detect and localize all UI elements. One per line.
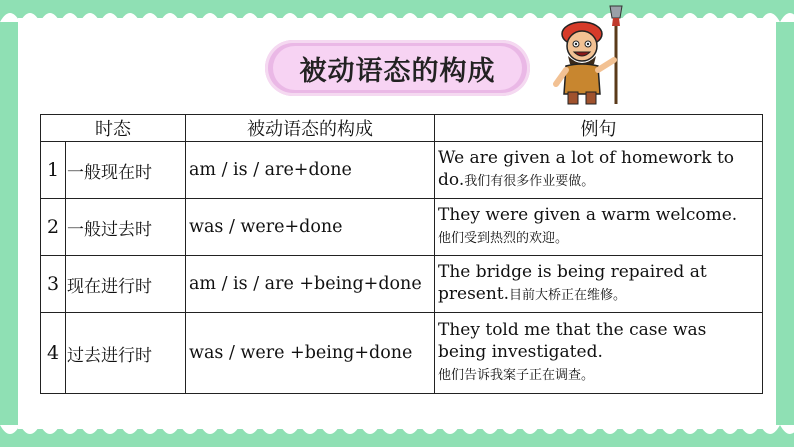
passive-form: was / were +being+done xyxy=(186,313,435,394)
tense-name: 过去进行时 xyxy=(66,313,186,394)
tense-name: 现在进行时 xyxy=(66,256,186,313)
example-zh: 他们告诉我案子正在调查。 xyxy=(438,368,595,383)
header-example: 例句 xyxy=(435,115,763,142)
table-row xyxy=(41,313,763,394)
row-number: 4 xyxy=(41,313,66,394)
example-en: The bridge is being repaired at present. xyxy=(438,262,707,304)
page-title: 被动语态的构成 xyxy=(273,46,522,90)
example-sentence xyxy=(435,199,763,256)
example-zh: 他们受到热烈的欢迎。 xyxy=(438,231,569,246)
example-en: We are given a lot of homework to do. xyxy=(438,148,735,190)
row-number: 2 xyxy=(41,199,66,256)
passive-form: am / is / are +being+done xyxy=(186,256,435,313)
title-banner xyxy=(265,40,530,96)
row-number: 3 xyxy=(41,256,66,313)
example-sentence xyxy=(435,313,763,394)
tense-name: 一般过去时 xyxy=(66,199,186,256)
example-en: They told me that the case was being investigated. xyxy=(438,320,707,362)
tense-name: 一般现在时 xyxy=(66,142,186,199)
table-row xyxy=(41,142,763,199)
example-zh: 我们有很多作业要做。 xyxy=(464,174,595,189)
passive-form: am / is / are+done xyxy=(186,142,435,199)
table-row xyxy=(41,256,763,313)
row-number: 1 xyxy=(41,142,66,199)
example-en: They were given a warm welcome. xyxy=(438,205,738,225)
header-form: 被动语态的构成 xyxy=(186,115,435,142)
mascot-warrior-icon xyxy=(550,4,630,108)
scallop-border-bottom xyxy=(0,425,794,447)
example-sentence xyxy=(435,256,763,313)
passive-form: was / were+done xyxy=(186,199,435,256)
table-header-row xyxy=(41,115,763,142)
example-sentence xyxy=(435,142,763,199)
example-zh: 目前大桥正在维修。 xyxy=(509,288,627,303)
header-tense: 时态 xyxy=(41,115,186,142)
table-row xyxy=(41,199,763,256)
passive-voice-table xyxy=(40,114,763,394)
